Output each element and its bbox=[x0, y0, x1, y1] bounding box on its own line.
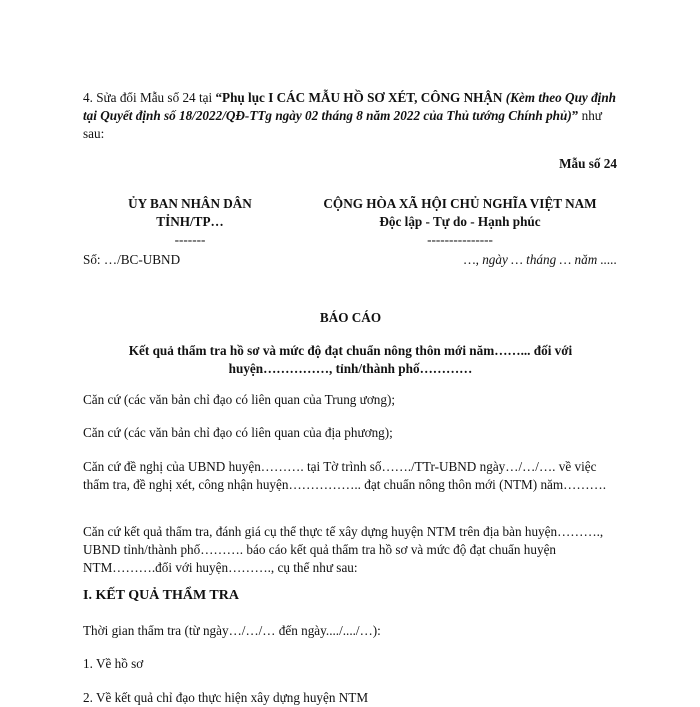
basis-paragraph-2: Căn cứ (các văn bản chỉ đạo có liên quan của địa phương); bbox=[83, 425, 393, 440]
issuing-province: TỈNH/TP… bbox=[156, 214, 224, 229]
report-title: BÁO CÁO bbox=[319, 310, 382, 325]
intro-prefix: 4. Sửa đổi Mẫu số 24 tại bbox=[83, 90, 216, 105]
document-number: Số: …/BC-UBND bbox=[83, 252, 181, 267]
basis-paragraph-4: Căn cứ kết quả thẩm tra, đánh giá cụ thể thực tế xây dựng huyện NTM trên địa bàn huyện………., UBND tỉnh/thành phố………. báo cáo kết quả thẩm tra hồ sơ và mức độ đạt chuẩn huyện NTM……….đối với huyện………., cụ thể như sau: bbox=[83, 524, 604, 575]
subtitle-line-2: huyện……………, tỉnh/thành phố………… bbox=[228, 361, 473, 376]
basis-paragraph-3: Căn cứ đề nghị của UBND huyện………. tại Tờ trình số……./TTr-UBND ngày…/…/…. về việc thẩm tra, đề nghị xét, công nhận huyện…………….. đạt chuẩn nông thôn mới (NTM) năm………. bbox=[83, 459, 607, 492]
inspection-time-line: Thời gian thẩm tra (từ ngày…/…/… đến ngày..../..../…): bbox=[83, 623, 381, 638]
form-number: Mẫu số 24 bbox=[559, 156, 617, 171]
subtitle-line-1: Kết quả thẩm tra hồ sơ và mức độ đạt chuẩn nông thôn mới năm……... đối với bbox=[128, 343, 573, 358]
item-records: 1. Về hồ sơ bbox=[83, 656, 144, 671]
basis-paragraph-1: Căn cứ (các văn bản chỉ đạo có liên quan của Trung ương); bbox=[83, 392, 396, 407]
intro-appendix-title: “Phụ lục I CÁC MẪU HỒ SƠ XÉT, CÔNG NHẬN bbox=[215, 90, 506, 105]
right-divider: --------------- bbox=[427, 232, 493, 247]
national-motto: Độc lập - Tự do - Hạnh phúc bbox=[379, 214, 541, 229]
intro-paragraph bbox=[83, 89, 618, 143]
intro-suffix: như sau: bbox=[83, 108, 602, 141]
issuing-agency: ỦY BAN NHÂN DÂN bbox=[128, 196, 252, 211]
right-header-block bbox=[300, 195, 620, 249]
item-implementation-results: 2. Về kết quả chỉ đạo thực hiện xây dựng huyện NTM bbox=[83, 690, 369, 705]
section-heading-results: I. KẾT QUẢ THẨM TRA bbox=[83, 588, 239, 603]
report-subtitle bbox=[83, 342, 618, 378]
left-divider: ------- bbox=[174, 232, 206, 247]
national-title: CỘNG HÒA XÃ HỘI CHỦ NGHĨA VIỆT NAM bbox=[323, 196, 597, 211]
document-date: …, ngày … tháng … năm ..... bbox=[463, 252, 617, 267]
intro-quote-end: ” bbox=[571, 108, 579, 123]
left-header-block bbox=[95, 195, 285, 249]
intro-appendix-note: (Kèm theo Quy định tại Quyết định số 18/2022/QĐ-TTg ngày 02 tháng 8 năm 2022 của Thủ tướng Chính phủ) bbox=[83, 90, 616, 123]
